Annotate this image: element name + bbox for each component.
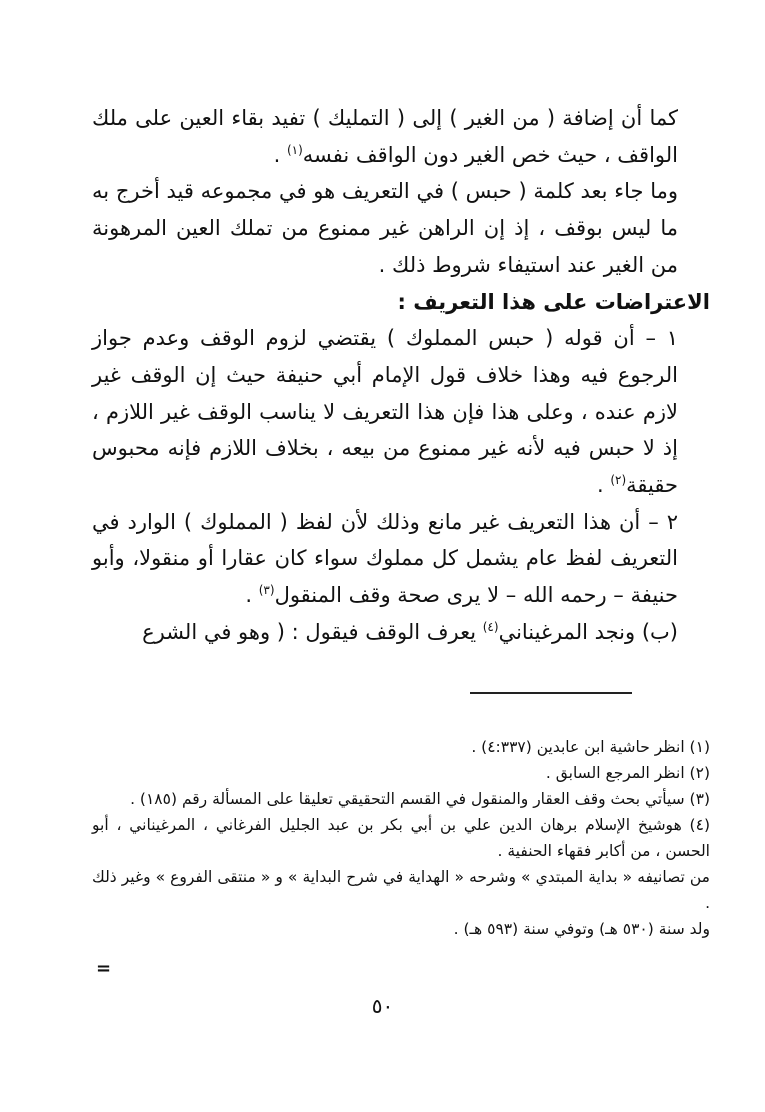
paragraph-b: (ب) ونجد المرغيناني$^{(٤)}$ يعرف الوقف فيقول : ( وهو في الشرع xyxy=(142,619,678,644)
footnote-ref-2: (٢) xyxy=(610,473,627,488)
paragraph-2: وما جاء بعد كلمة ( حبس ) في التعريف هو في مجموعه قيد أخرج به ما ليس بوقف ، إذ إن الراهن غير ممنوع من تملك العين المرهونة من الغير عند استيفاء شروط ذلك . xyxy=(92,179,678,277)
page-number: ٥٠ xyxy=(371,994,394,1018)
footnote-4-dates: ولد سنة (٥٣٠ هـ) وتوفي سنة (٥٩٣ هـ) . xyxy=(453,920,710,938)
footnote-ref-1: (١) xyxy=(286,142,303,157)
footnote-ref-4: (٤) xyxy=(482,619,499,634)
continuation-mark: = xyxy=(96,958,112,979)
footnote-3: (٣) سيأتي بحث وقف العقار والمنقول في القسم التحقيقي تعليقا على المسألة رقم (١٨٥) . xyxy=(130,790,710,808)
footnote-ref-3: (٣) xyxy=(258,583,275,598)
footnotes xyxy=(92,734,710,942)
section-heading: الاعتراضات على هذا التعريف : xyxy=(397,289,710,314)
objection-2: ٢ – أن هذا التعريف غير مانع وذلك لأن لفظ ( المملوك ) الوارد في التعريف لفظ عام يشمل كل مملوك سواء كان عقارا أو منقولا، وأبو حنيفة – رحمه الله – لا يرى صحة وقف المنقول$^{(٣)}$ . xyxy=(92,509,678,608)
main-text xyxy=(92,100,710,651)
footnote-4-works: من تصانيفه « بداية المبتدي » وشرحه « الهداية في شرح البداية » و « منتقى الفروع » وغير ذلك . xyxy=(92,868,710,912)
footnote-1: (١) انظر حاشية ابن عابدين (٤:٣٣٧) . xyxy=(471,738,710,756)
objection-1: ١ – أن قوله ( حبس المملوك ) يقتضي لزوم الوقف وعدم جواز الرجوع فيه وهذا خلاف قول الإمام أبي حنيفة حيث إن الوقف غير لازم عنده ، وعلى هذا فإن هذا التعريف لا يناسب الوقف غير اللازم ، إذ لا حبس فيه لأنه غير ممنوع من بيعه ، بخلاف اللازم فإنه محبوس حقيقة$^{(٢)}$ . xyxy=(92,326,678,498)
paragraph-1: كما أن إضافة ( من الغير ) إلى ( التمليك ) تفيد بقاء العين على ملك الواقف ، حيث خص الغير دون الواقف نفسه$^{(١)}$ . xyxy=(92,106,678,167)
footnote-2: (٢) انظر المرجع السابق . xyxy=(545,764,710,782)
footnote-4: (٤) هوشيخ الإسلام برهان الدين علي بن أبي بكر بن عبد الجليل الفرغاني ، المرغيناني ، أبو الحسن ، من أكابر فقهاء الحنفية . xyxy=(92,816,710,860)
footnote-separator xyxy=(470,692,632,694)
